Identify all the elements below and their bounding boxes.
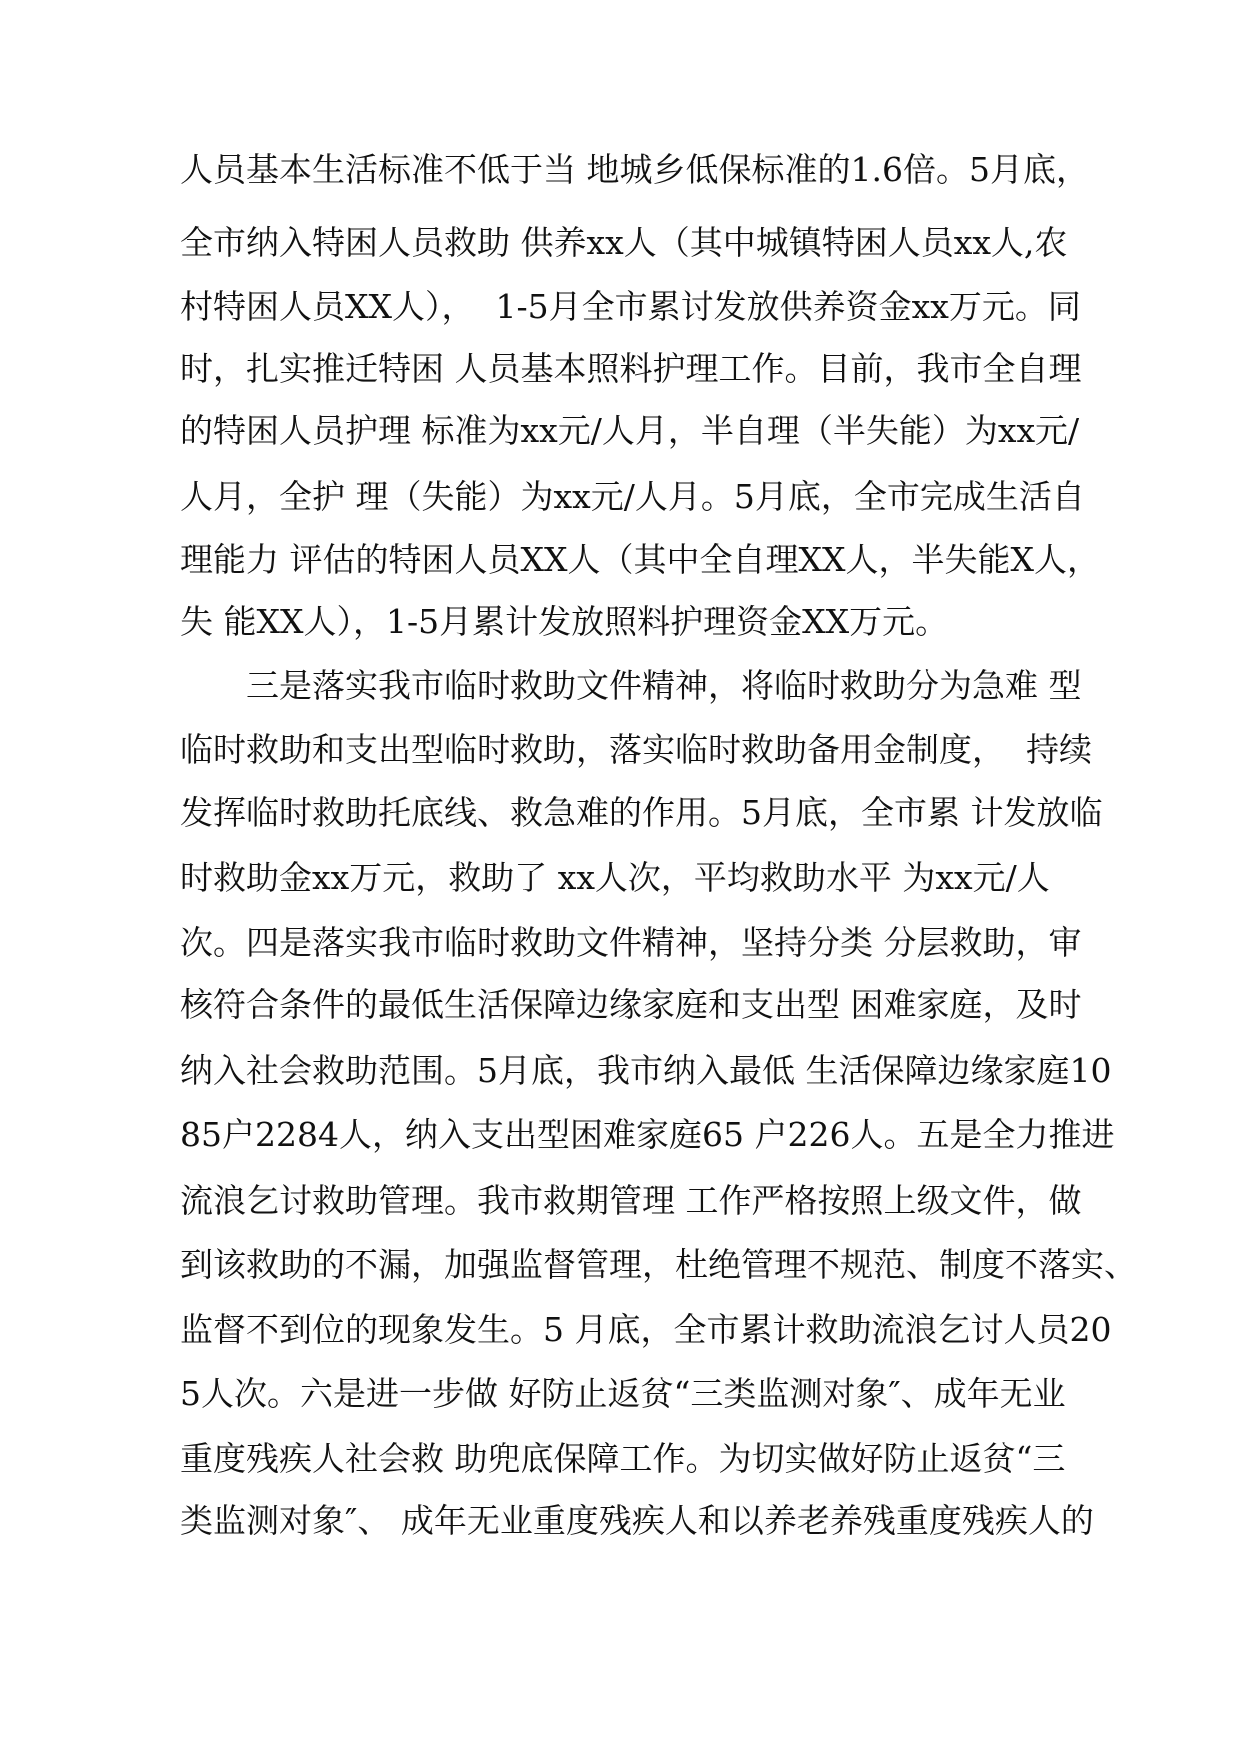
text-line-8: 失 能XX人），1-5月累计发放照料护理资金XX万元。 (180, 602, 949, 641)
text-line-11: 发挥临时救助托底线、救急难的作用。5月底，全市累 计发放临 (180, 793, 1103, 832)
text-line-4: 时，扎实推迁特困 人员基本照料护理工作。目前，我市全自理 (180, 349, 1082, 388)
paragraph-2-first-line: 三是落实我市临时救助文件精神，将临时救助分为急难 型 (246, 666, 1082, 705)
text-line-1: 人员基本生活标准不低于当 地城乡低保标准的1.6倍。5月底， (180, 150, 1089, 189)
text-line-22: 类监测对象″、 成年无业重度残疾人和以养老养残重度残疾人的 (180, 1501, 1094, 1540)
text-line-20: 5人次。六是进一步做 好防止返贫“三类监测对象″、成年无业 (180, 1374, 1066, 1413)
text-line-12: 时救助金xx万元，救助了 xx人次，平均救助水平 为xx元/人 (180, 858, 1050, 897)
text-line-21: 重度残疾人社会救 助兜底保障工作。为切实做好防止返贫“三 (180, 1439, 1066, 1478)
text-line-3: 村特困人员XX人）， 1-5月全市累讨发放供养资金xx万元。同 (180, 287, 1081, 326)
text-line-18: 到该救助的不漏，加强监督管理，杜绝管理不规范、制度不落实、 (180, 1245, 1137, 1284)
text-line-14: 核符合条件的最低生活保障边缘家庭和支出型 困难家庭，及时 (180, 985, 1082, 1024)
text-line-6: 人月，全护 理（失能）为xx元/人月。5月底，全市完成生活自 (180, 477, 1085, 516)
text-line-15: 纳入社会救助范围。5月底，我市纳入最低 生活保障边缘家庭10 (180, 1051, 1112, 1090)
text-line-5: 的特困人员护理 标准为xx元/人月，半自理（半失能）为xx元/ (180, 411, 1080, 450)
text-line-13: 次。四是落实我市临时救助文件精神，坚持分类 分层救助，审 (180, 923, 1082, 962)
text-line-17: 流浪乞讨救助管理。我市救期管理 工作严格按照上级文件，做 (180, 1181, 1082, 1220)
text-line-19: 监督不到位的现象发生。5 月底，全市累计救助流浪乞讨人员20 (180, 1310, 1112, 1349)
text-line-10: 临时救助和支出型临时救助，落实临时救助备用金制度， 持续 (180, 730, 1092, 769)
text-line-7: 理能力 评估的特困人员XX人（其中全自理XX人，半失能X人， (180, 540, 1100, 579)
text-line-2: 全市纳入特困人员救助 供养xx人（其中城镇特困人员xx人,农 (180, 223, 1068, 262)
text-line-16: 85户2284人，纳入支出型困难家庭65 户226人。五是全力推进 (180, 1115, 1115, 1154)
